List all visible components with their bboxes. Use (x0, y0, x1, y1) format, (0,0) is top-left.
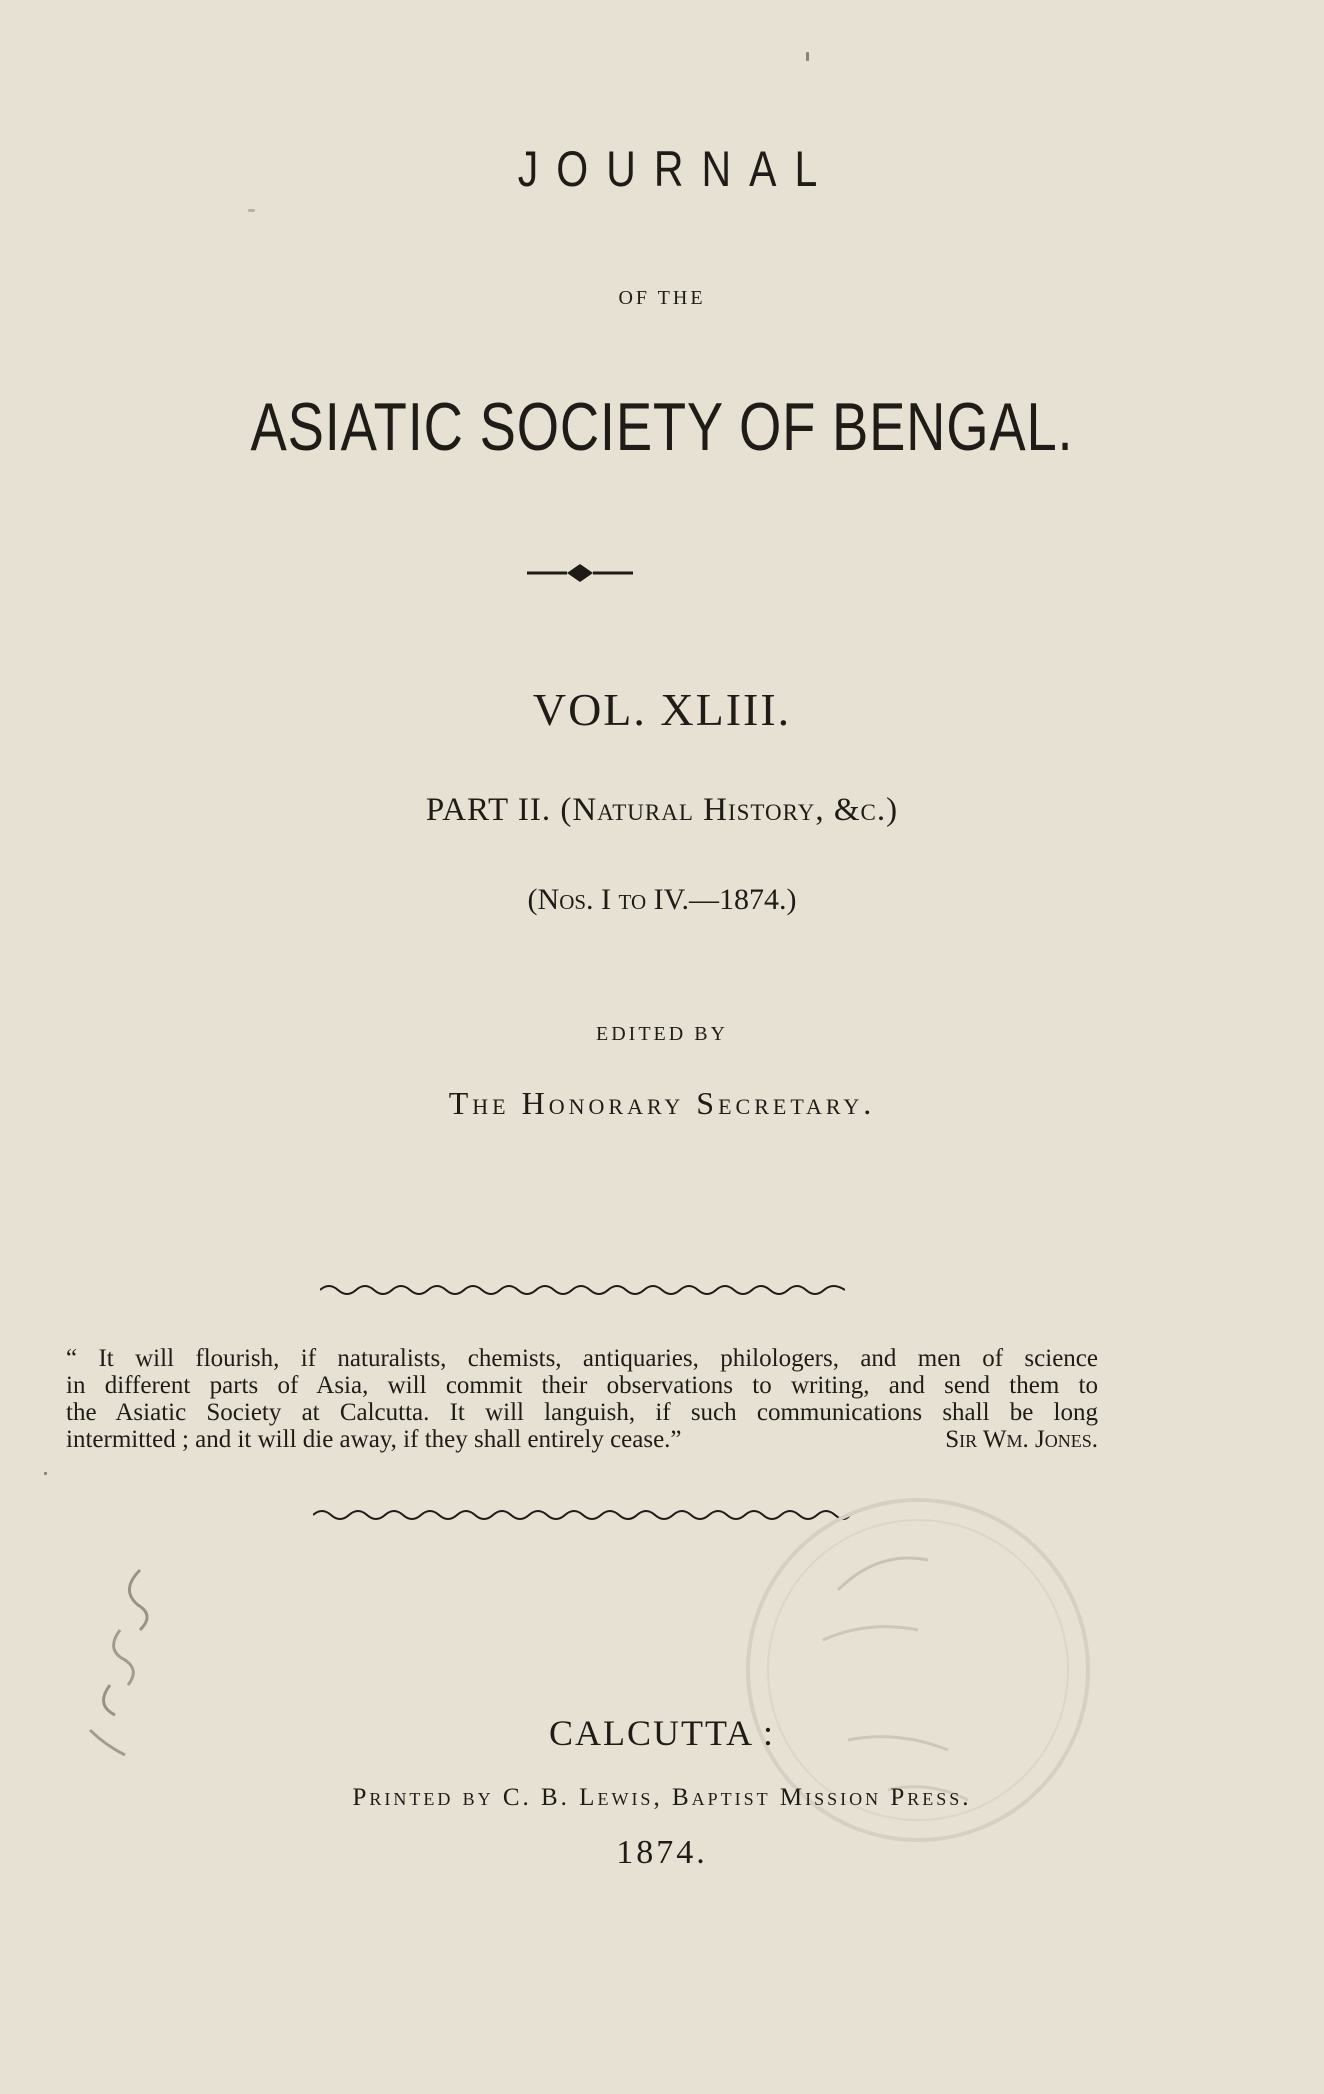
diamond-rule-ornament (527, 558, 633, 588)
quote-closing-text: intermitted ; and it will die away, if they shall entirely cease.” (66, 1426, 682, 1453)
part-text: PART II. (Natural History, &c.) (425, 792, 899, 828)
volume-line: VOL. XLIII. (532, 684, 792, 735)
quote-line: in different parts of Asia, will commit their observations to writing, and send them to (66, 1372, 1098, 1399)
quotation-block (66, 1345, 1098, 1453)
society-title: ASIATIC SOCIETY OF BENGAL. (250, 389, 1074, 465)
speck (248, 209, 255, 212)
attribution-text: Sir Wm. Jones. (945, 1426, 1098, 1453)
quote-attribution (945, 1426, 1098, 1453)
wavy-rule-top (320, 1280, 845, 1300)
numbers-text: (Nos. I to IV.—1874.) (527, 883, 797, 916)
imprint-year: 1874. (616, 1834, 708, 1871)
speck (44, 1472, 47, 1475)
editor-line: The Honorary Secretary. (448, 1085, 876, 1121)
imprint-printer: Printed by C. B. Lewis, Baptist Mission Press. (352, 1784, 972, 1811)
journal-heading: JOURNAL (517, 141, 836, 197)
speck (806, 52, 809, 61)
of-the-line: OF THE (618, 287, 706, 309)
part-line (0, 792, 1324, 829)
quote-line: “ It will flourish, if naturalists, chemists, antiquaries, philologers, and men of science (66, 1345, 1098, 1372)
edited-by-line: EDITED BY (596, 1023, 728, 1045)
quote-line: the Asiatic Society at Calcutta. It will languish, if such communications shall be long (66, 1399, 1098, 1426)
numbers-line (0, 883, 1324, 917)
imprint-city: CALCUTTA : (548, 1713, 776, 1753)
quote-last-line (66, 1426, 1098, 1453)
